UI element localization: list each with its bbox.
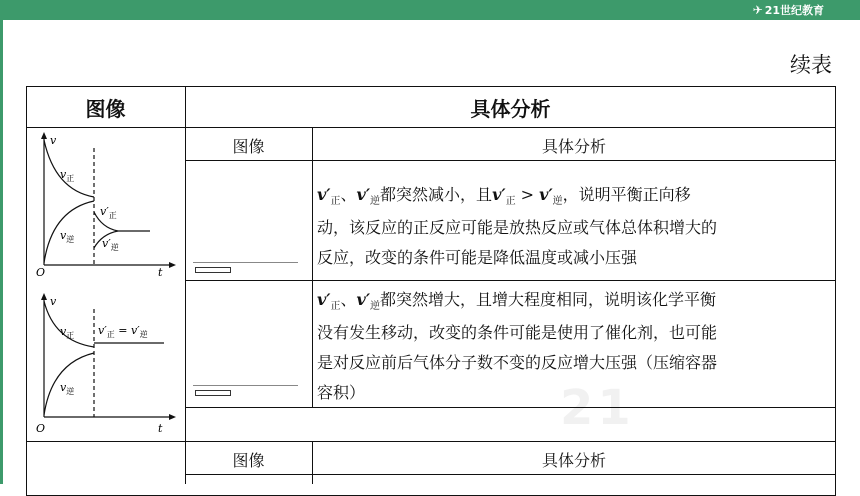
- x-axis-label: t: [158, 422, 163, 435]
- label-v-forward: $v_正$: [60, 168, 75, 183]
- row2-line1: $v'_正$、$v'_逆$都突然增大，且增大程度相同，说明该化学平衡: [317, 290, 717, 312]
- curve-v-forward: [44, 140, 94, 197]
- y-arrow-icon: [41, 293, 47, 300]
- runner-logo-icon: ✈: [752, 3, 763, 17]
- row1-line3: 反应，改变的条件可能是降低温度或减小压强: [317, 248, 638, 267]
- inner-bottom-1: [185, 407, 836, 408]
- label-equal-rates: $v'_正 = v'_逆$: [98, 324, 148, 339]
- origin-label: O: [36, 266, 46, 276]
- page-title: 续表: [790, 53, 832, 77]
- row2-line4: 容积）: [317, 383, 366, 402]
- col-header-image: 图像: [85, 97, 126, 121]
- y-arrow-icon: [41, 132, 47, 139]
- inner-header-analysis-2: 具体分析: [541, 451, 606, 470]
- placeholder-box-2: [195, 390, 231, 396]
- logo-text: 21世纪教育: [764, 4, 824, 17]
- placeholder-box-1: [195, 267, 231, 273]
- origin-label: O: [36, 422, 46, 435]
- outer-row-divider: [26, 441, 836, 442]
- row1-line1: $v'_正$、$v'_逆$都突然减小，且$v'_正 > v'_逆$，说明平衡正向移: [317, 185, 691, 207]
- inner-row-divider-1: [185, 280, 836, 281]
- row2-line2: 没有发生移动，改变的条件可能是使用了催化剂，也可能: [317, 323, 718, 342]
- label-v-forward-new: $v'_正$: [100, 205, 117, 220]
- inner-header-image: 图像: [232, 137, 265, 156]
- label-v-reverse: $v_逆$: [60, 381, 75, 396]
- watermark-logo: 21: [560, 380, 635, 436]
- placeholder-line-2: [193, 385, 298, 386]
- row1-line2: 动，该反应的正反应可能是放热反应或气体总体积增大的: [317, 218, 718, 237]
- row2-line3: 是对反应前后气体分子数不变的反应增大压强（压缩容器: [317, 353, 718, 372]
- brand-logo: [753, 2, 824, 18]
- inner-col-divider-1: [312, 127, 313, 408]
- inner-header-analysis: 具体分析: [541, 137, 606, 156]
- inner-header-divider-1: [185, 160, 836, 161]
- placeholder-line-1: [193, 262, 298, 263]
- row1-analysis: [317, 182, 832, 271]
- rate-graph-1: [30, 130, 180, 276]
- x-arrow-icon: [169, 262, 176, 268]
- rate-graph-2: [30, 291, 180, 437]
- label-v-reverse-new: $v'_逆$: [102, 237, 119, 252]
- curve-v-reverse: [44, 353, 94, 415]
- y-axis-label: v: [50, 295, 57, 308]
- col-header-analysis: 具体分析: [470, 97, 551, 121]
- x-arrow-icon: [169, 414, 176, 420]
- inner-header-divider-2: [185, 474, 836, 475]
- x-axis-label: t: [158, 266, 163, 276]
- left-accent-line: [0, 20, 3, 484]
- label-v-reverse: $v_逆$: [60, 229, 75, 244]
- y-axis-label: v: [50, 134, 57, 147]
- top-banner: [0, 0, 860, 20]
- label-v-forward: $v_正$: [60, 325, 75, 340]
- curve-v-reverse: [44, 201, 94, 263]
- inner-header-image-2: 图像: [232, 451, 265, 470]
